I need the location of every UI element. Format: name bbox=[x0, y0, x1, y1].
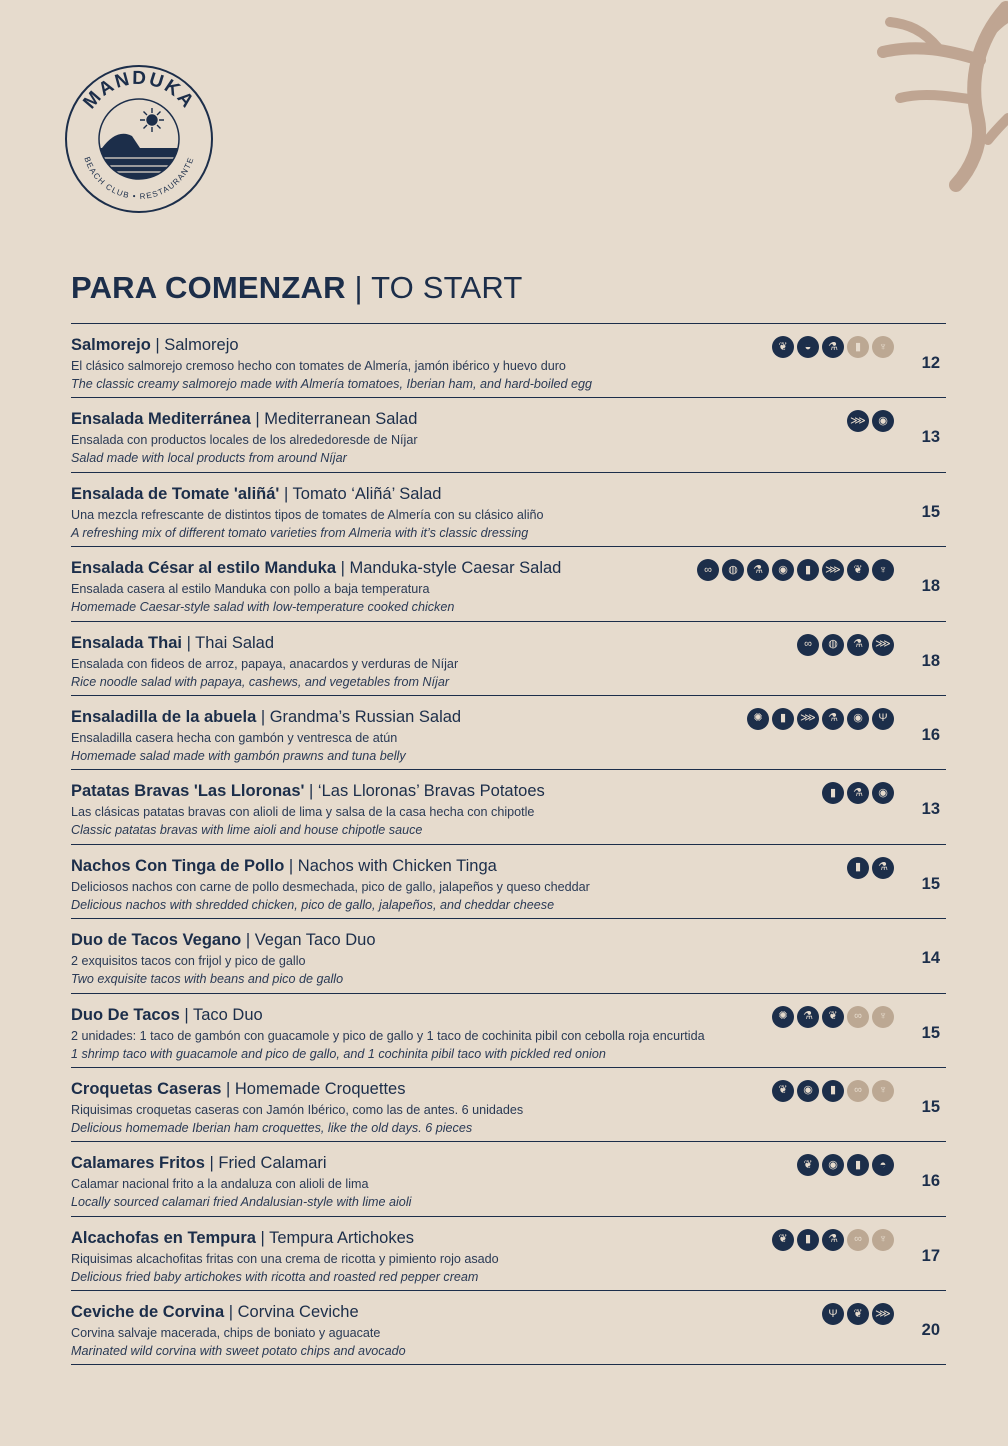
item-name-en: Grandma’s Russian Salad bbox=[269, 707, 462, 726]
gluten-icon: ❦ bbox=[847, 559, 869, 581]
item-description-en: Salad made with local products from around Níjar bbox=[71, 451, 347, 466]
item-name-en: Salmorejo bbox=[164, 336, 239, 354]
item-name-separator: | bbox=[309, 782, 318, 801]
item-description-es: 2 unidades: 1 taco de gambón con guacamole y pico de gallo y 1 taco de cochinita pibil con cebolla roja encurtida bbox=[71, 1028, 705, 1043]
menu-list bbox=[71, 323, 946, 1365]
item-name-en: Tempura Artichokes bbox=[269, 1228, 414, 1247]
mollusc-icon: ◓ bbox=[872, 1154, 894, 1176]
item-name bbox=[71, 708, 461, 727]
item-name-en: Homemade Croquettes bbox=[234, 1079, 406, 1098]
section-title-separator: | bbox=[354, 270, 363, 305]
item-name-en: Manduka-style Caesar Salad bbox=[349, 559, 562, 578]
item-description-en: Delicious fried baby artichokes with ricotta and roasted red pepper cream bbox=[71, 1269, 479, 1284]
sulphites-icon: ⚗ bbox=[797, 1006, 819, 1028]
item-name-es: Ensalada César al estilo Manduka bbox=[71, 559, 337, 578]
soy-icon: ◍ bbox=[822, 634, 844, 656]
item-price: 15 bbox=[921, 502, 940, 521]
manduka-logo bbox=[62, 62, 216, 216]
gluten-icon: ❦ bbox=[847, 1303, 869, 1325]
gluten-icon: ❦ bbox=[797, 1154, 819, 1176]
milk-icon: ▮ bbox=[772, 708, 794, 730]
item-name-es: Ensalada de Tomate 'aliñá' bbox=[71, 484, 280, 503]
fish-icon: ⋙ bbox=[822, 559, 844, 581]
fish-icon: ⋙ bbox=[797, 708, 819, 730]
logo-brand-name: MANDUKA bbox=[79, 67, 199, 114]
allergen-icons bbox=[772, 1080, 894, 1102]
celery-icon: Ψ bbox=[822, 1303, 844, 1325]
item-price: 18 bbox=[921, 651, 940, 670]
menu-item bbox=[71, 547, 946, 621]
item-name-en: Nachos with Chicken Tinga bbox=[297, 856, 497, 875]
item-name-en: Vegan Taco Duo bbox=[254, 931, 376, 950]
item-description-en: A refreshing mix of different tomato varieties from Almeria with it’s classic dressing bbox=[71, 525, 529, 540]
item-name-es: Nachos Con Tinga de Pollo bbox=[71, 856, 285, 875]
wine-icon: ♆ bbox=[872, 1080, 894, 1102]
item-name-es: Duo De Tacos bbox=[71, 1005, 180, 1024]
menu-item bbox=[71, 994, 946, 1068]
item-price: 13 bbox=[921, 428, 940, 447]
item-price: 20 bbox=[921, 1321, 940, 1340]
mustard-icon: ◉ bbox=[872, 410, 894, 432]
item-name-en: Thai Salad bbox=[195, 633, 275, 652]
mustard-icon: ◉ bbox=[872, 782, 894, 804]
menu-item bbox=[71, 770, 946, 844]
wine-icon: ♆ bbox=[872, 1229, 894, 1251]
item-name bbox=[71, 559, 561, 578]
gluten-icon: ❦ bbox=[772, 336, 794, 358]
item-name-en: Fried Calamari bbox=[218, 1154, 327, 1173]
menu-item bbox=[71, 1142, 946, 1216]
item-name bbox=[71, 931, 376, 950]
item-name-en: Mediterranean Salad bbox=[264, 410, 418, 429]
milk-icon: ▮ bbox=[847, 336, 869, 358]
item-name bbox=[71, 1154, 327, 1173]
item-description-en: Delicious homemade Iberian ham croquettes, like the old days. 6 pieces bbox=[71, 1120, 473, 1135]
nuts-icon: ∞ bbox=[797, 634, 819, 656]
item-name bbox=[71, 634, 274, 653]
menu-item bbox=[71, 398, 946, 472]
item-description-en: Homemade Caesar-style salad with low-temperature cooked chicken bbox=[71, 600, 455, 615]
item-description-es: Ensalada casera al estilo Manduka con pollo a baja temperatura bbox=[71, 582, 430, 597]
item-name-en: Tomato ‘Aliñá’ Salad bbox=[292, 484, 442, 503]
logo-tagline: BEACH CLUB • RESTAURANTE bbox=[82, 155, 196, 202]
item-description-es: Ensalada con fideos de arroz, papaya, anacardos y verduras de Níjar bbox=[71, 656, 459, 671]
item-description-en: Homemade salad made with gambón prawns and tuna belly bbox=[71, 748, 406, 763]
item-name bbox=[71, 1229, 414, 1248]
item-name-es: Duo de Tacos Vegano bbox=[71, 931, 242, 950]
coral-decoration bbox=[828, 0, 1008, 195]
item-name-es: Alcachofas en Tempura bbox=[71, 1228, 256, 1247]
item-name-separator: | bbox=[260, 1228, 270, 1247]
mustard-icon: ◉ bbox=[847, 708, 869, 730]
item-name bbox=[71, 782, 545, 801]
item-description-es: Riquisimas alcachofitas fritas con una crema de ricotta y pimiento rojo asado bbox=[71, 1251, 499, 1266]
sulphites-icon: ⚗ bbox=[822, 1229, 844, 1251]
item-description-es: 2 exquisitos tacos con frijol y pico de gallo bbox=[71, 954, 306, 969]
item-name-separator: | bbox=[226, 1079, 235, 1098]
milk-icon: ▮ bbox=[822, 1080, 844, 1102]
item-price: 15 bbox=[921, 1097, 940, 1116]
egg-icon: ◒ bbox=[797, 336, 819, 358]
item-name-separator: | bbox=[288, 856, 298, 875]
nuts-icon: ∞ bbox=[697, 559, 719, 581]
menu-item bbox=[71, 324, 946, 398]
soy-icon: ◍ bbox=[722, 559, 744, 581]
item-name-separator: | bbox=[186, 633, 196, 652]
milk-icon: ▮ bbox=[847, 857, 869, 879]
item-description-es: El clásico salmorejo cremoso hecho con tomates de Almería, jamón ibérico y huevo duro bbox=[71, 359, 566, 373]
allergen-icons bbox=[847, 410, 894, 432]
item-description-es: Calamar nacional frito a la andaluza con alioli de lima bbox=[71, 1177, 369, 1192]
wine-icon: ♆ bbox=[872, 559, 894, 581]
item-name bbox=[71, 1006, 263, 1025]
sulphites-icon: ⚗ bbox=[872, 857, 894, 879]
menu-item bbox=[71, 1291, 946, 1365]
item-name-en: Taco Duo bbox=[192, 1005, 263, 1024]
allergen-icons bbox=[772, 1006, 894, 1028]
wine-icon: ♆ bbox=[872, 336, 894, 358]
menu-item bbox=[71, 1068, 946, 1142]
item-description-es: Riquisimas croquetas caseras con Jamón Ibérico, como las de antes. 6 unidades bbox=[71, 1102, 524, 1117]
allergen-icons bbox=[847, 857, 894, 879]
item-name bbox=[71, 857, 497, 876]
mustard-icon: ◉ bbox=[797, 1080, 819, 1102]
menu-item bbox=[71, 919, 946, 993]
item-name-es: Ceviche de Corvina bbox=[71, 1303, 225, 1322]
item-name-en: Corvina Ceviche bbox=[237, 1303, 359, 1322]
gluten-icon: ❦ bbox=[772, 1229, 794, 1251]
section-title bbox=[71, 270, 523, 306]
item-description-es: Ensaladilla casera hecha con gambón y ventresca de atún bbox=[71, 730, 398, 745]
menu-item bbox=[71, 696, 946, 770]
item-description-es: Ensalada con productos locales de los alrededoresde de Níjar bbox=[71, 433, 418, 448]
item-name-separator: | bbox=[260, 707, 270, 726]
item-description-es: Corvina salvaje macerada, chips de boniato y aguacate bbox=[71, 1326, 381, 1341]
item-name-es: Salmorejo bbox=[71, 336, 151, 354]
item-description-en: Locally sourced calamari fried Andalusian-style with lime aioli bbox=[71, 1195, 412, 1210]
item-description-en: Classic patatas bravas with lime aioli and house chipotle sauce bbox=[71, 823, 423, 838]
menu-item bbox=[71, 622, 946, 696]
allergen-icons bbox=[822, 782, 894, 804]
item-name-separator: | bbox=[340, 559, 350, 578]
nuts-icon: ∞ bbox=[847, 1080, 869, 1102]
crustacean-icon: ✺ bbox=[747, 708, 769, 730]
milk-icon: ▮ bbox=[797, 559, 819, 581]
item-name-separator: | bbox=[155, 336, 165, 354]
milk-icon: ▮ bbox=[797, 1229, 819, 1251]
item-description-en: Rice noodle salad with papaya, cashews, and vegetables from Níjar bbox=[71, 674, 450, 689]
milk-icon: ▮ bbox=[847, 1154, 869, 1176]
item-name bbox=[71, 1303, 359, 1322]
allergen-icons bbox=[747, 708, 894, 730]
item-description-es: Deliciosos nachos con carne de pollo desmechada, pico de gallo, jalapeños y queso cheddar bbox=[71, 879, 590, 894]
item-price: 15 bbox=[921, 874, 940, 893]
nuts-icon: ∞ bbox=[847, 1229, 869, 1251]
item-name bbox=[71, 336, 239, 355]
item-name-es: Croquetas Caseras bbox=[71, 1079, 222, 1098]
item-price: 16 bbox=[921, 725, 940, 744]
item-name-es: Ensaladilla de la abuela bbox=[71, 707, 257, 726]
milk-icon: ▮ bbox=[822, 782, 844, 804]
allergen-icons bbox=[797, 634, 894, 656]
allergen-icons bbox=[697, 559, 894, 581]
fish-icon: ⋙ bbox=[872, 634, 894, 656]
crustacean-icon: ✺ bbox=[772, 1006, 794, 1028]
item-description-en: 1 shrimp taco with guacamole and pico de gallo, and 1 cochinita pibil taco with pickled red onion bbox=[71, 1046, 606, 1061]
item-price: 15 bbox=[921, 1023, 940, 1042]
item-name-separator: | bbox=[283, 484, 293, 503]
allergen-icons bbox=[797, 1154, 894, 1176]
sulphites-icon: ⚗ bbox=[822, 708, 844, 730]
item-name-separator: | bbox=[245, 931, 255, 950]
menu-item bbox=[71, 473, 946, 547]
item-description-en: Two exquisite tacos with beans and pico de gallo bbox=[71, 972, 344, 987]
sulphites-icon: ⚗ bbox=[847, 782, 869, 804]
item-name bbox=[71, 410, 417, 429]
item-name-es: Ensalada Thai bbox=[71, 633, 182, 652]
item-price: 17 bbox=[921, 1246, 940, 1265]
item-name-es: Calamares Fritos bbox=[71, 1154, 205, 1173]
item-description-es: Una mezcla refrescante de distintos tipos de tomates de Almería con su clásico aliño bbox=[71, 507, 544, 522]
item-description-en: Marinated wild corvina with sweet potato chips and avocado bbox=[71, 1344, 406, 1359]
celery-icon: Ψ bbox=[872, 708, 894, 730]
menu-item bbox=[71, 845, 946, 919]
item-description-en: The classic creamy salmorejo made with Almería tomatoes, Iberian ham, and hard-boiled egg bbox=[71, 377, 593, 391]
item-description-en: Delicious nachos with shredded chicken, pico de gallo, jalapeños, and cheddar cheese bbox=[71, 897, 555, 912]
allergen-icons bbox=[822, 1303, 894, 1325]
item-name-separator: | bbox=[209, 1154, 219, 1173]
item-description-es: Las clásicas patatas bravas con alioli de lima y salsa de la casa hecha con chipotle bbox=[71, 805, 535, 820]
item-price: 12 bbox=[921, 354, 940, 372]
item-name-en: ‘Las Lloronas’ Bravas Potatoes bbox=[317, 782, 545, 801]
item-price: 14 bbox=[921, 949, 940, 968]
item-name-separator: | bbox=[184, 1005, 193, 1024]
item-name bbox=[71, 1080, 405, 1099]
menu-item bbox=[71, 1217, 946, 1291]
item-name-es: Patatas Bravas 'Las Lloronas' bbox=[71, 782, 305, 801]
item-name-separator: | bbox=[228, 1303, 238, 1322]
section-title-en: TO START bbox=[371, 270, 523, 305]
sulphites-icon: ⚗ bbox=[822, 336, 844, 358]
allergen-icons bbox=[772, 336, 894, 358]
gluten-icon: ❦ bbox=[772, 1080, 794, 1102]
sulphites-icon: ⚗ bbox=[747, 559, 769, 581]
item-name-separator: | bbox=[255, 410, 265, 429]
gluten-icon: ❦ bbox=[822, 1006, 844, 1028]
item-name-es: Ensalada Mediterránea bbox=[71, 410, 251, 429]
item-price: 16 bbox=[921, 1172, 940, 1191]
mustard-icon: ◉ bbox=[772, 559, 794, 581]
mustard-icon: ◉ bbox=[822, 1154, 844, 1176]
sulphites-icon: ⚗ bbox=[847, 634, 869, 656]
item-name bbox=[71, 485, 441, 504]
item-price: 13 bbox=[921, 800, 940, 819]
wine-icon: ♆ bbox=[872, 1006, 894, 1028]
section-title-es: PARA COMENZAR bbox=[71, 270, 346, 305]
item-price: 18 bbox=[921, 577, 940, 596]
fish-icon: ⋙ bbox=[872, 1303, 894, 1325]
allergen-icons bbox=[772, 1229, 894, 1251]
fish-icon: ⋙ bbox=[847, 410, 869, 432]
nuts-icon: ∞ bbox=[847, 1006, 869, 1028]
